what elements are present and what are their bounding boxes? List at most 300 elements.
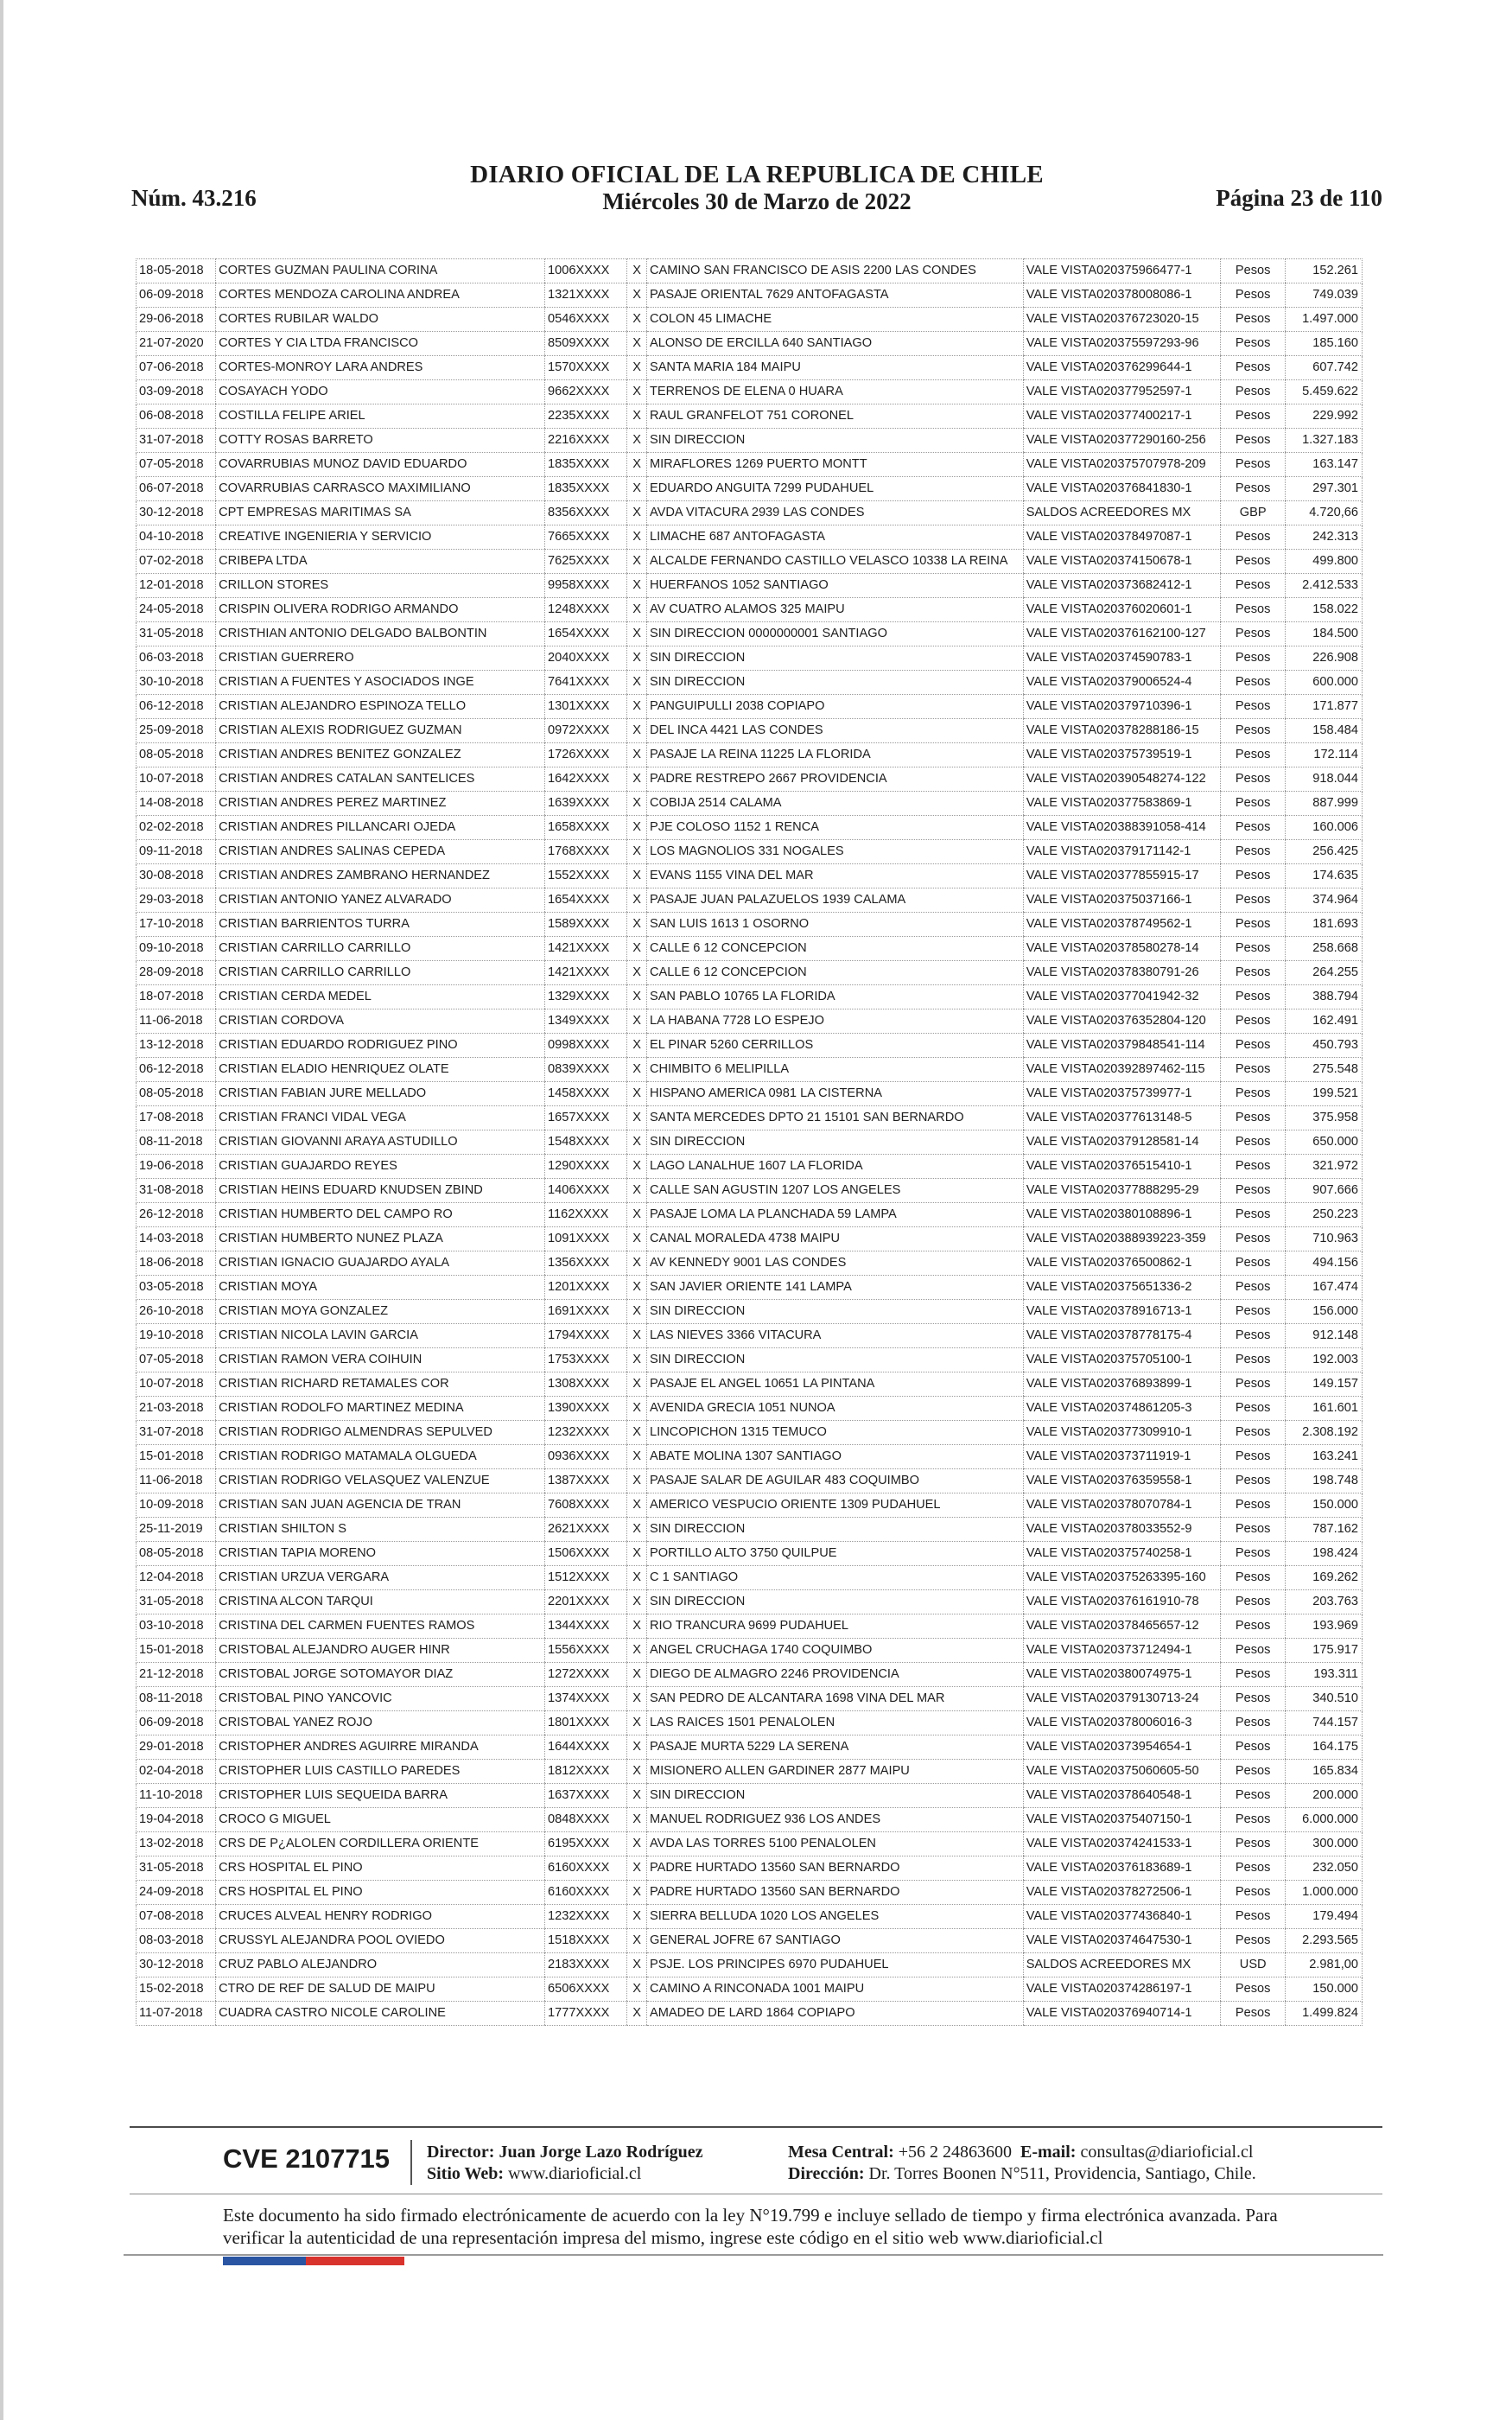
cell-date: 03-09-2018 bbox=[137, 380, 216, 404]
cell-document: VALE VISTA020377583869-1 bbox=[1023, 792, 1221, 816]
cell-address: CHIMBITO 6 MELIPILLA bbox=[646, 1058, 1023, 1082]
cell-rut: 1589XXXX bbox=[544, 913, 626, 937]
cell-mark: X bbox=[627, 767, 647, 792]
cell-rut: 1349XXXX bbox=[544, 1009, 626, 1034]
cell-document: VALE VISTA020375705100-1 bbox=[1023, 1348, 1221, 1372]
cell-currency: Pesos bbox=[1221, 864, 1286, 888]
cell-mark: X bbox=[627, 1179, 647, 1203]
table-row bbox=[137, 1977, 1363, 2002]
cell-amount: 2.293.565 bbox=[1285, 1929, 1362, 1953]
cell-address: CAMINO SAN FRANCISCO DE ASIS 2200 LAS CONDES bbox=[646, 259, 1023, 283]
table-row bbox=[137, 1905, 1363, 1929]
cell-address: EL PINAR 5260 CERRILLOS bbox=[646, 1034, 1023, 1058]
cell-mark: X bbox=[627, 1130, 647, 1155]
cell-document: VALE VISTA020379128581-14 bbox=[1023, 1130, 1221, 1155]
cell-address: CANAL MORALEDA 4738 MAIPU bbox=[646, 1227, 1023, 1251]
cell-document: VALE VISTA020392897462-115 bbox=[1023, 1058, 1221, 1082]
cell-name: CRISTIAN ELADIO HENRIQUEZ OLATE bbox=[216, 1058, 545, 1082]
cell-address: PADRE HURTADO 13560 SAN BERNARDO bbox=[646, 1881, 1023, 1905]
cell-mark: X bbox=[627, 1808, 647, 1832]
cell-name: CRISTIAN RODRIGO VELASQUEZ VALENZUE bbox=[216, 1469, 545, 1493]
cell-mark: X bbox=[627, 913, 647, 937]
cell-address: PASAJE MURTA 5229 LA SERENA bbox=[646, 1735, 1023, 1760]
cell-address: PANGUIPULLI 2038 COPIAPO bbox=[646, 695, 1023, 719]
cell-document: VALE VISTA020374241533-1 bbox=[1023, 1832, 1221, 1856]
cell-address: PASAJE JUAN PALAZUELOS 1939 CALAMA bbox=[646, 888, 1023, 913]
cell-amount: 494.156 bbox=[1285, 1251, 1362, 1276]
cell-name: CRISTIAN ALEJANDRO ESPINOZA TELLO bbox=[216, 695, 545, 719]
cell-date: 14-03-2018 bbox=[137, 1227, 216, 1251]
table-row bbox=[137, 259, 1363, 283]
table-row bbox=[137, 1300, 1363, 1324]
cell-date: 12-04-2018 bbox=[137, 1566, 216, 1590]
cell-mark: X bbox=[627, 719, 647, 743]
table-row bbox=[137, 671, 1363, 695]
cell-mark: X bbox=[627, 1276, 647, 1300]
issue-number: Núm. 43.216 bbox=[131, 185, 257, 211]
cell-rut: 1768XXXX bbox=[544, 840, 626, 864]
cell-document: VALE VISTA020375707978-209 bbox=[1023, 453, 1221, 477]
table-row bbox=[137, 1469, 1363, 1493]
cve-code: CVE 2107715 bbox=[223, 2143, 391, 2174]
cell-address: PADRE RESTREPO 2667 PROVIDENCIA bbox=[646, 767, 1023, 792]
cell-document: VALE VISTA020375740258-1 bbox=[1023, 1542, 1221, 1566]
cell-amount: 160.006 bbox=[1285, 816, 1362, 840]
cell-address: DIEGO DE ALMAGRO 2246 PROVIDENCIA bbox=[646, 1663, 1023, 1687]
footer-top-rule bbox=[130, 2126, 1382, 2128]
cell-amount: 258.668 bbox=[1285, 937, 1362, 961]
cell-amount: 181.693 bbox=[1285, 913, 1362, 937]
cell-amount: 167.474 bbox=[1285, 1276, 1362, 1300]
flag-bar-blue bbox=[223, 2257, 306, 2265]
cell-currency: Pesos bbox=[1221, 1856, 1286, 1881]
cell-address: SANTA MERCEDES DPTO 21 15101 SAN BERNARDO bbox=[646, 1106, 1023, 1130]
page-edge bbox=[0, 0, 3, 2420]
cell-date: 31-05-2018 bbox=[137, 1590, 216, 1614]
cell-mark: X bbox=[627, 1832, 647, 1856]
cell-currency: Pesos bbox=[1221, 792, 1286, 816]
cell-address: HUERFANOS 1052 SANTIAGO bbox=[646, 574, 1023, 598]
cell-currency: Pesos bbox=[1221, 259, 1286, 283]
cell-mark: X bbox=[627, 308, 647, 332]
cell-address: ABATE MOLINA 1307 SANTIAGO bbox=[646, 1445, 1023, 1469]
cell-address: PSJE. LOS PRINCIPES 6970 PUDAHUEL bbox=[646, 1953, 1023, 1977]
cell-document: VALE VISTA020379710396-1 bbox=[1023, 695, 1221, 719]
cell-mark: X bbox=[627, 501, 647, 525]
cell-currency: Pesos bbox=[1221, 913, 1286, 937]
cell-amount: 149.157 bbox=[1285, 1372, 1362, 1397]
cell-mark: X bbox=[627, 477, 647, 501]
table-row bbox=[137, 937, 1363, 961]
cell-currency: Pesos bbox=[1221, 404, 1286, 429]
contact-line bbox=[788, 2142, 1256, 2163]
cell-rut: 9662XXXX bbox=[544, 380, 626, 404]
cell-document: SALDOS ACREEDORES MX bbox=[1023, 501, 1221, 525]
cell-document: VALE VISTA020373712494-1 bbox=[1023, 1639, 1221, 1663]
table-row bbox=[137, 792, 1363, 816]
cell-address: MANUEL RODRIGUEZ 936 LOS ANDES bbox=[646, 1808, 1023, 1832]
cell-rut: 1637XXXX bbox=[544, 1784, 626, 1808]
cell-address: EDUARDO ANGUITA 7299 PUDAHUEL bbox=[646, 477, 1023, 501]
cell-currency: Pesos bbox=[1221, 1905, 1286, 1929]
records-table bbox=[136, 258, 1363, 2026]
table-row bbox=[137, 1348, 1363, 1372]
cell-amount: 1.000.000 bbox=[1285, 1881, 1362, 1905]
cell-name: CRISTOBAL YANEZ ROJO bbox=[216, 1711, 545, 1735]
table-row bbox=[137, 1082, 1363, 1106]
cell-address: PADRE HURTADO 13560 SAN BERNARDO bbox=[646, 1856, 1023, 1881]
cell-mark: X bbox=[627, 1735, 647, 1760]
table-row bbox=[137, 501, 1363, 525]
cell-date: 07-06-2018 bbox=[137, 356, 216, 380]
cell-name: CROCO G MIGUEL bbox=[216, 1808, 545, 1832]
cell-name: CRISTIAN HUMBERTO DEL CAMPO RO bbox=[216, 1203, 545, 1227]
cell-mark: X bbox=[627, 404, 647, 429]
table-row bbox=[137, 1929, 1363, 1953]
table-row bbox=[137, 1034, 1363, 1058]
cell-mark: X bbox=[627, 1397, 647, 1421]
cell-document: VALE VISTA020377436840-1 bbox=[1023, 1905, 1221, 1929]
cell-currency: Pesos bbox=[1221, 816, 1286, 840]
cell-rut: 1658XXXX bbox=[544, 816, 626, 840]
cell-name: CTRO DE REF DE SALUD DE MAIPU bbox=[216, 1977, 545, 2002]
cell-mark: X bbox=[627, 961, 647, 985]
cell-document: SALDOS ACREEDORES MX bbox=[1023, 1953, 1221, 1977]
table-row bbox=[137, 283, 1363, 308]
cell-date: 06-07-2018 bbox=[137, 477, 216, 501]
cell-mark: X bbox=[627, 1784, 647, 1808]
cell-address: AVDA LAS TORRES 5100 PENALOLEN bbox=[646, 1832, 1023, 1856]
mesa-label: Mesa Central: bbox=[788, 2143, 894, 2162]
cell-amount: 1.497.000 bbox=[1285, 308, 1362, 332]
table-row bbox=[137, 1324, 1363, 1348]
cell-currency: Pesos bbox=[1221, 1058, 1286, 1082]
cell-date: 30-10-2018 bbox=[137, 671, 216, 695]
cell-rut: 1272XXXX bbox=[544, 1663, 626, 1687]
cell-rut: 0972XXXX bbox=[544, 719, 626, 743]
cell-document: VALE VISTA020376359558-1 bbox=[1023, 1469, 1221, 1493]
cell-date: 10-07-2018 bbox=[137, 767, 216, 792]
cell-document: VALE VISTA020378272506-1 bbox=[1023, 1881, 1221, 1905]
cell-currency: Pesos bbox=[1221, 1711, 1286, 1735]
cell-address: ANGEL CRUCHAGA 1740 COQUIMBO bbox=[646, 1639, 1023, 1663]
table-row bbox=[137, 1058, 1363, 1082]
cell-name: CRISTINA DEL CARMEN FUENTES RAMOS bbox=[216, 1614, 545, 1639]
cell-name: CRISTIAN ANDRES CATALAN SANTELICES bbox=[216, 767, 545, 792]
cell-amount: 179.494 bbox=[1285, 1905, 1362, 1929]
cell-mark: X bbox=[627, 1856, 647, 1881]
cell-address: SIN DIRECCION bbox=[646, 671, 1023, 695]
table-row bbox=[137, 332, 1363, 356]
cell-amount: 185.160 bbox=[1285, 332, 1362, 356]
cell-address: DEL INCA 4421 LAS CONDES bbox=[646, 719, 1023, 743]
cell-currency: Pesos bbox=[1221, 888, 1286, 913]
cell-name: CORTES GUZMAN PAULINA CORINA bbox=[216, 259, 545, 283]
cell-rut: 6160XXXX bbox=[544, 1856, 626, 1881]
cell-address: ALCALDE FERNANDO CASTILLO VELASCO 10338 LA REINA bbox=[646, 550, 1023, 574]
table-row bbox=[137, 695, 1363, 719]
cell-amount: 388.794 bbox=[1285, 985, 1362, 1009]
table-row bbox=[137, 1614, 1363, 1639]
cell-currency: Pesos bbox=[1221, 453, 1286, 477]
cell-date: 03-05-2018 bbox=[137, 1276, 216, 1300]
cell-date: 30-12-2018 bbox=[137, 501, 216, 525]
cell-name: CRISTIAN SHILTON S bbox=[216, 1518, 545, 1542]
table-row bbox=[137, 1009, 1363, 1034]
cell-currency: Pesos bbox=[1221, 1881, 1286, 1905]
cell-address: TERRENOS DE ELENA 0 HUARA bbox=[646, 380, 1023, 404]
cell-currency: Pesos bbox=[1221, 695, 1286, 719]
cell-currency: Pesos bbox=[1221, 356, 1286, 380]
cell-address: C 1 SANTIAGO bbox=[646, 1566, 1023, 1590]
cell-document: VALE VISTA020378916713-1 bbox=[1023, 1300, 1221, 1324]
cell-currency: Pesos bbox=[1221, 1929, 1286, 1953]
cell-document: VALE VISTA020375651336-2 bbox=[1023, 1276, 1221, 1300]
cell-name: CRISTIAN CARRILLO CARRILLO bbox=[216, 961, 545, 985]
cell-rut: 1794XXXX bbox=[544, 1324, 626, 1348]
cell-date: 15-01-2018 bbox=[137, 1445, 216, 1469]
cell-document: VALE VISTA020374590783-1 bbox=[1023, 646, 1221, 671]
cell-date: 07-02-2018 bbox=[137, 550, 216, 574]
cell-currency: Pesos bbox=[1221, 283, 1286, 308]
cell-currency: Pesos bbox=[1221, 1760, 1286, 1784]
cell-mark: X bbox=[627, 1251, 647, 1276]
cell-name: CRISTIAN URZUA VERGARA bbox=[216, 1566, 545, 1590]
website-label: Sitio Web: bbox=[427, 2164, 505, 2183]
cell-name: CRISTIAN ANDRES PEREZ MARTINEZ bbox=[216, 792, 545, 816]
cell-name: CRISTOPHER LUIS CASTILLO PAREDES bbox=[216, 1760, 545, 1784]
cell-amount: 250.223 bbox=[1285, 1203, 1362, 1227]
cell-rut: 2621XXXX bbox=[544, 1518, 626, 1542]
cell-date: 19-04-2018 bbox=[137, 1808, 216, 1832]
cell-name: COTTY ROSAS BARRETO bbox=[216, 429, 545, 453]
cell-document: VALE VISTA020375597293-96 bbox=[1023, 332, 1221, 356]
cell-amount: 710.963 bbox=[1285, 1227, 1362, 1251]
cell-rut: 1406XXXX bbox=[544, 1179, 626, 1203]
cell-rut: 2235XXXX bbox=[544, 404, 626, 429]
cell-date: 15-01-2018 bbox=[137, 1639, 216, 1663]
cell-name: CRISTIAN ANDRES SALINAS CEPEDA bbox=[216, 840, 545, 864]
cell-rut: 1344XXXX bbox=[544, 1614, 626, 1639]
cell-name: CRISTIAN HUMBERTO NUNEZ PLAZA bbox=[216, 1227, 545, 1251]
cell-amount: 918.044 bbox=[1285, 767, 1362, 792]
cell-address: PASAJE ORIENTAL 7629 ANTOFAGASTA bbox=[646, 283, 1023, 308]
cell-name: CRISTIAN EDUARDO RODRIGUEZ PINO bbox=[216, 1034, 545, 1058]
cell-amount: 374.964 bbox=[1285, 888, 1362, 913]
cell-amount: 907.666 bbox=[1285, 1179, 1362, 1203]
cell-mark: X bbox=[627, 1760, 647, 1784]
cell-rut: 1329XXXX bbox=[544, 985, 626, 1009]
cell-name: CRISTIAN RICHARD RETAMALES COR bbox=[216, 1372, 545, 1397]
cell-name: CRISTIAN ALEXIS RODRIGUEZ GUZMAN bbox=[216, 719, 545, 743]
cell-name: CRS HOSPITAL EL PINO bbox=[216, 1881, 545, 1905]
cell-date: 15-02-2018 bbox=[137, 1977, 216, 2002]
cell-date: 06-03-2018 bbox=[137, 646, 216, 671]
cell-document: VALE VISTA020378070784-1 bbox=[1023, 1493, 1221, 1518]
cell-mark: X bbox=[627, 1566, 647, 1590]
cell-document: VALE VISTA020379848541-114 bbox=[1023, 1034, 1221, 1058]
cell-currency: Pesos bbox=[1221, 767, 1286, 792]
cell-document: VALE VISTA020379130713-24 bbox=[1023, 1687, 1221, 1711]
cell-address: SIN DIRECCION 0000000001 SANTIAGO bbox=[646, 622, 1023, 646]
cell-name: CRISTIAN MOYA bbox=[216, 1276, 545, 1300]
table-row bbox=[137, 429, 1363, 453]
cell-mark: X bbox=[627, 1009, 647, 1034]
cell-address: LAGO LANALHUE 1607 LA FLORIDA bbox=[646, 1155, 1023, 1179]
email-label: E-mail: bbox=[1020, 2143, 1077, 2162]
cell-name: CRISTIAN RODRIGO MATAMALA OLGUEDA bbox=[216, 1445, 545, 1469]
cell-name: CRISTINA ALCON TARQUI bbox=[216, 1590, 545, 1614]
cell-rut: 1812XXXX bbox=[544, 1760, 626, 1784]
cell-document: VALE VISTA020375966477-1 bbox=[1023, 259, 1221, 283]
table-row bbox=[137, 1953, 1363, 1977]
cell-currency: Pesos bbox=[1221, 985, 1286, 1009]
cell-mark: X bbox=[627, 598, 647, 622]
cell-date: 26-10-2018 bbox=[137, 1300, 216, 1324]
cell-name: CRISTIAN CERDA MEDEL bbox=[216, 985, 545, 1009]
cell-rut: 1644XXXX bbox=[544, 1735, 626, 1760]
cell-date: 09-11-2018 bbox=[137, 840, 216, 864]
table-row bbox=[137, 1639, 1363, 1663]
cell-address: SAN PEDRO DE ALCANTARA 1698 VINA DEL MAR bbox=[646, 1687, 1023, 1711]
cell-name: CRISTIAN CORDOVA bbox=[216, 1009, 545, 1034]
cell-currency: Pesos bbox=[1221, 1348, 1286, 1372]
cell-name: CRISTOPHER ANDRES AGUIRRE MIRANDA bbox=[216, 1735, 545, 1760]
cell-document: VALE VISTA020376841830-1 bbox=[1023, 477, 1221, 501]
email-link[interactable]: consultas@diarioficial.cl bbox=[1080, 2143, 1254, 2162]
cell-amount: 256.425 bbox=[1285, 840, 1362, 864]
cell-amount: 912.148 bbox=[1285, 1324, 1362, 1348]
cell-currency: Pesos bbox=[1221, 1372, 1286, 1397]
footer-contact-block bbox=[788, 2142, 1256, 2185]
cell-rut: 0546XXXX bbox=[544, 308, 626, 332]
cell-address: LAS RAICES 1501 PENALOLEN bbox=[646, 1711, 1023, 1735]
cell-currency: Pesos bbox=[1221, 1227, 1286, 1251]
cell-rut: 7641XXXX bbox=[544, 671, 626, 695]
cell-date: 31-07-2018 bbox=[137, 429, 216, 453]
cell-rut: 1726XXXX bbox=[544, 743, 626, 767]
cell-currency: Pesos bbox=[1221, 1082, 1286, 1106]
cell-address: LIMACHE 687 ANTOFAGASTA bbox=[646, 525, 1023, 550]
cell-mark: X bbox=[627, 1905, 647, 1929]
cell-mark: X bbox=[627, 1227, 647, 1251]
cell-document: VALE VISTA020378008086-1 bbox=[1023, 283, 1221, 308]
cell-name: CRISTIAN FRANCI VIDAL VEGA bbox=[216, 1106, 545, 1130]
cell-date: 02-02-2018 bbox=[137, 816, 216, 840]
cell-rut: 1321XXXX bbox=[544, 283, 626, 308]
cell-name: CREATIVE INGENIERIA Y SERVICIO bbox=[216, 525, 545, 550]
cell-rut: 1753XXXX bbox=[544, 1348, 626, 1372]
cell-rut: 2040XXXX bbox=[544, 646, 626, 671]
cell-document: VALE VISTA020378749562-1 bbox=[1023, 913, 1221, 937]
cell-currency: Pesos bbox=[1221, 2002, 1286, 2026]
cell-amount: 174.635 bbox=[1285, 864, 1362, 888]
cell-amount: 6.000.000 bbox=[1285, 1808, 1362, 1832]
cell-amount: 175.917 bbox=[1285, 1639, 1362, 1663]
website-line bbox=[427, 2163, 703, 2185]
cell-amount: 169.262 bbox=[1285, 1566, 1362, 1590]
cell-document: VALE VISTA020380108896-1 bbox=[1023, 1203, 1221, 1227]
flag-bar-red bbox=[306, 2257, 404, 2265]
cell-amount: 164.175 bbox=[1285, 1735, 1362, 1760]
cell-currency: Pesos bbox=[1221, 1566, 1286, 1590]
cell-currency: Pesos bbox=[1221, 1155, 1286, 1179]
cell-date: 13-12-2018 bbox=[137, 1034, 216, 1058]
cell-address: SIN DIRECCION bbox=[646, 1348, 1023, 1372]
cell-mark: X bbox=[627, 937, 647, 961]
cell-address: AVDA VITACURA 2939 LAS CONDES bbox=[646, 501, 1023, 525]
cell-date: 17-10-2018 bbox=[137, 913, 216, 937]
cell-document: VALE VISTA020377613148-5 bbox=[1023, 1106, 1221, 1130]
cell-amount: 193.969 bbox=[1285, 1614, 1362, 1639]
publication-date: Miércoles 30 de Marzo de 2022 bbox=[602, 188, 912, 214]
cell-amount: 161.601 bbox=[1285, 1397, 1362, 1421]
cell-date: 10-09-2018 bbox=[137, 1493, 216, 1518]
table-row bbox=[137, 1590, 1363, 1614]
cell-date: 11-10-2018 bbox=[137, 1784, 216, 1808]
cell-name: CRISTIAN TAPIA MORENO bbox=[216, 1542, 545, 1566]
cell-date: 28-09-2018 bbox=[137, 961, 216, 985]
cell-document: VALE VISTA020376893899-1 bbox=[1023, 1372, 1221, 1397]
cell-document: VALE VISTA020388391058-414 bbox=[1023, 816, 1221, 840]
cell-document: VALE VISTA020376515410-1 bbox=[1023, 1155, 1221, 1179]
director-label: Director: bbox=[427, 2143, 495, 2162]
cell-address: SIERRA BELLUDA 1020 LOS ANGELES bbox=[646, 1905, 1023, 1929]
cell-address: COBIJA 2514 CALAMA bbox=[646, 792, 1023, 816]
table-row bbox=[137, 1784, 1363, 1808]
cell-currency: Pesos bbox=[1221, 1106, 1286, 1130]
cell-rut: 1639XXXX bbox=[544, 792, 626, 816]
cell-document: VALE VISTA020377400217-1 bbox=[1023, 404, 1221, 429]
cell-amount: 600.000 bbox=[1285, 671, 1362, 695]
cell-document: VALE VISTA020377888295-29 bbox=[1023, 1179, 1221, 1203]
cell-date: 06-12-2018 bbox=[137, 1058, 216, 1082]
cell-rut: 2201XXXX bbox=[544, 1590, 626, 1614]
table-row bbox=[137, 888, 1363, 913]
cell-amount: 150.000 bbox=[1285, 1977, 1362, 2002]
cell-amount: 172.114 bbox=[1285, 743, 1362, 767]
table-row bbox=[137, 598, 1363, 622]
cell-name: CRISTIAN MOYA GONZALEZ bbox=[216, 1300, 545, 1324]
cell-rut: 1835XXXX bbox=[544, 477, 626, 501]
cell-name: CRISTIAN GUERRERO bbox=[216, 646, 545, 671]
cell-address: SANTA MARIA 184 MAIPU bbox=[646, 356, 1023, 380]
cell-currency: GBP bbox=[1221, 501, 1286, 525]
cell-mark: X bbox=[627, 429, 647, 453]
cell-mark: X bbox=[627, 1639, 647, 1663]
cell-date: 07-05-2018 bbox=[137, 1348, 216, 1372]
cell-rut: 7665XXXX bbox=[544, 525, 626, 550]
records-table-body bbox=[137, 259, 1363, 2026]
cell-document: VALE VISTA020377290160-256 bbox=[1023, 429, 1221, 453]
cell-document: VALE VISTA020376183689-1 bbox=[1023, 1856, 1221, 1881]
cell-mark: X bbox=[627, 574, 647, 598]
cell-date: 25-11-2019 bbox=[137, 1518, 216, 1542]
cell-amount: 887.999 bbox=[1285, 792, 1362, 816]
cell-mark: X bbox=[627, 695, 647, 719]
table-row bbox=[137, 1179, 1363, 1203]
website-link[interactable]: www.diarioficial.cl bbox=[508, 2164, 642, 2183]
cell-name: CRUSSYL ALEJANDRA POOL OVIEDO bbox=[216, 1929, 545, 1953]
cell-amount: 4.720,66 bbox=[1285, 501, 1362, 525]
cell-name: CRISTIAN SAN JUAN AGENCIA DE TRAN bbox=[216, 1493, 545, 1518]
cell-date: 04-10-2018 bbox=[137, 525, 216, 550]
cell-mark: X bbox=[627, 356, 647, 380]
cell-document: VALE VISTA020379171142-1 bbox=[1023, 840, 1221, 864]
cell-currency: USD bbox=[1221, 1953, 1286, 1977]
cell-currency: Pesos bbox=[1221, 1808, 1286, 1832]
cell-amount: 300.000 bbox=[1285, 1832, 1362, 1856]
